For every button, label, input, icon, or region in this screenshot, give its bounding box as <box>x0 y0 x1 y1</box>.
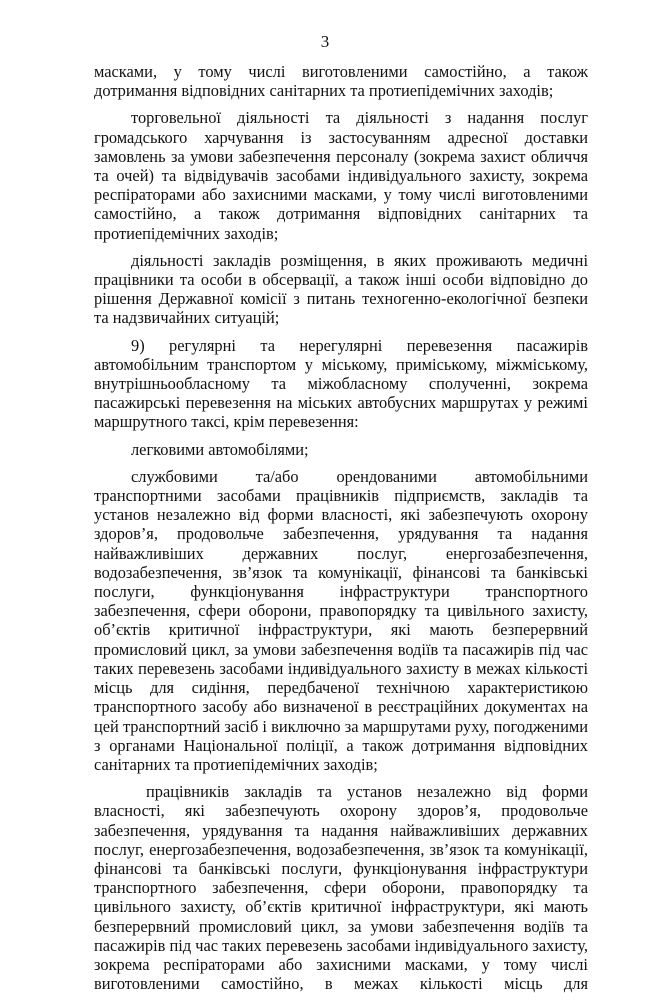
text-line: транспортом у міському, приміському, міжміському, <box>207 354 588 374</box>
text-line: забезпечення, сфери оборони, правопорядку та цивільного захисту, <box>94 601 588 621</box>
paragraph <box>94 440 588 459</box>
text-line: відповідних санітарних та протиепідемічних заходів; <box>94 204 588 243</box>
paragraph <box>94 467 588 774</box>
text-line: забезпечують охорону здоров’я, продовольче забезпечення, урядування та <box>94 801 588 840</box>
text-line: банківські послуги, функціонування інфраструктури транспортного <box>94 562 588 602</box>
text-line: цикл, за умови забезпечення водіїв та пасажирів під час таких перевезень <box>94 639 588 678</box>
text-line: водозабезпечення, зв’язок та комунікації, фінансові та банківські послуги, <box>94 839 588 878</box>
text-line: функціонування інфраструктури транспортного забезпечення, сфери <box>94 858 588 898</box>
text-line: торговельної діяльності та діяльності з надання послуг громадського <box>94 108 588 147</box>
text-line: надання найважливіших державних послуг, енергозабезпечення, <box>94 820 588 859</box>
text-line: рішення Державної комісії з питань техногенно-екологічної безпеки та <box>94 289 588 328</box>
text-line: оборони, правопорядку та цивільного захисту, об’єктів критичної <box>94 878 588 917</box>
text-line: поліції, а також дотримання відповідних санітарних та протиепідемічних <box>94 735 589 774</box>
paragraph <box>94 336 588 432</box>
text-line: енергозабезпечення, водозабезпечення, зв’язок та комунікації, фінансові та <box>94 543 588 582</box>
text-line: засобами індивідуального захисту в межах кількості місць для сидіння, <box>94 658 589 698</box>
paragraph <box>94 108 588 242</box>
text-line: діяльності закладів розміщення, в яких проживають медичні <box>131 250 588 270</box>
text-line: об’єктів критичної інфраструктури, які мають безперервний промисловий <box>94 620 588 659</box>
text-line: працівників закладів та установ незалежно від форми власності, які <box>94 782 588 821</box>
paragraph <box>94 62 588 100</box>
text-line: засобами індивідуального захисту, зокрема респіраторами або захисними <box>94 166 588 205</box>
text-line: службовими та/або орендованими автомобільними транспортними <box>94 466 588 506</box>
text-line: форми власності, які забезпечують охорону здоров’я, продовольче <box>94 505 589 544</box>
page-number: 3 <box>320 32 330 51</box>
text-line: виключно за маршрутами руху, погодженими з органами Національної <box>94 716 588 755</box>
text-line: індивідуального захисту, зокрема респіраторами або захисними масками, у <box>94 935 588 974</box>
text-line: працівники та особи в обсервації, а також інші особи відповідно до <box>94 270 588 290</box>
text-line: 9) регулярні та нерегулярні перевезення пасажирів автомобільним <box>94 335 588 374</box>
text-line: передбаченої технічною характеристикою транспортного засобу або <box>94 678 588 717</box>
text-line: відповідних санітарних та протиепідемічних заходів; <box>181 81 554 101</box>
text-line: забезпечення персоналу (зокрема захист обличчя та очей) та відвідувачів <box>94 146 588 186</box>
text-line: внутрішньообласному та міжобласному сполученні, зокрема пасажирські <box>94 374 588 413</box>
document-body <box>94 62 588 1001</box>
text-line: забезпечення, урядування та надання найважливіших державних послуг, <box>94 524 588 563</box>
text-line: заходів; <box>323 754 378 774</box>
text-line: інфраструктури, які мають безперервний промисловий цикл, за умови <box>94 897 588 936</box>
text-line: засобами працівників підприємств, закладів та установ незалежно від <box>94 486 588 525</box>
paragraph <box>94 782 588 993</box>
text-line: таксі, крім перевезення: <box>191 412 359 432</box>
text-line: масками, у тому числі виготовленими самостійно, а також дотримання <box>94 185 588 224</box>
text-line: перевезення на міських автобусних маршрутах у режимі маршрутного <box>94 393 588 432</box>
text-line: визначеної в реєстраційних документах на цей транспортний засіб і <box>94 697 588 736</box>
text-line: надзвичайних ситуацій; <box>112 308 280 328</box>
text-line: харчування із застосуванням адресної доставки замовлень за умови <box>94 127 588 166</box>
text-line: масками, у тому числі виготовленими самостійно, а також дотримання <box>94 62 588 101</box>
text-line: легковими автомобілями; <box>131 439 309 459</box>
text-line: забезпечення водіїв та пасажирів під час таких перевезень засобами <box>94 916 588 955</box>
text-line: тому числі виготовленими самостійно, в межах кількості місць для <box>94 954 588 994</box>
paragraph <box>94 251 588 328</box>
